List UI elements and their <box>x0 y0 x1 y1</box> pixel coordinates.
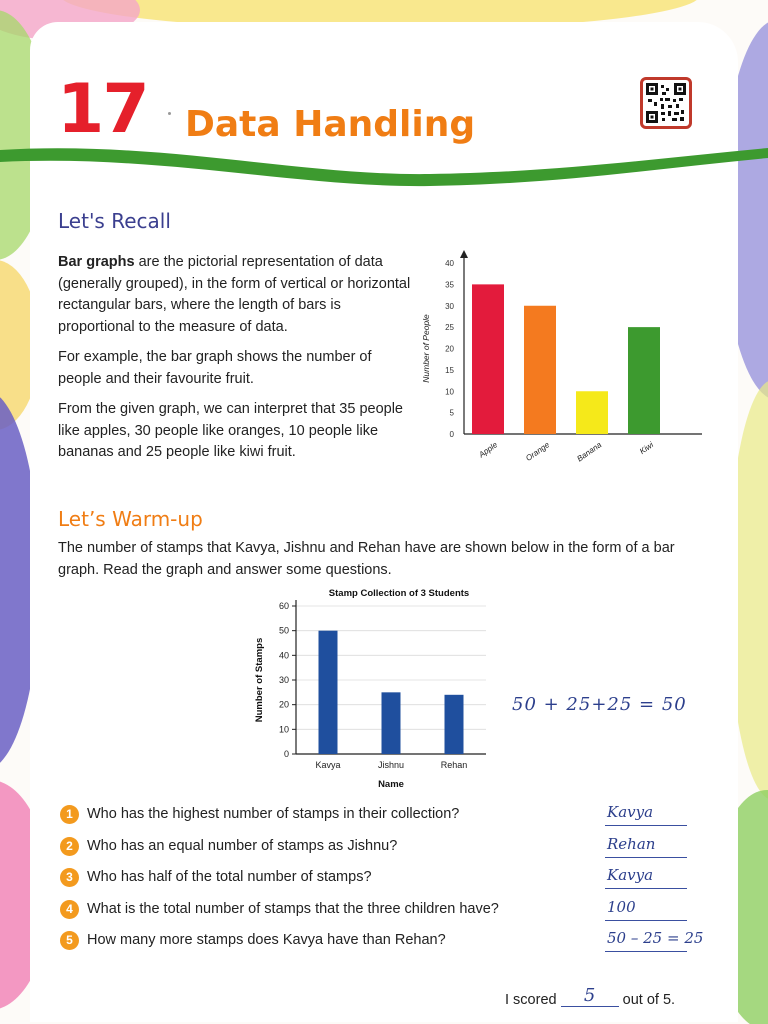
fruit-y-tick-label: 10 <box>445 387 454 397</box>
question-text: How many more stamps does Kavya have than Rehan? <box>87 932 446 948</box>
handwritten-answer: Kavya <box>607 803 654 821</box>
stamp-x-tick-label: Kavya <box>315 760 341 770</box>
header-dot <box>168 112 171 115</box>
fruit-y-axis-arrow <box>460 250 468 258</box>
fruit-y-tick-label: 25 <box>445 323 454 333</box>
stamp-x-tick-label: Jishnu <box>377 760 405 770</box>
fruit-y-tick-label: 35 <box>445 280 454 290</box>
fruit-y-tick-label: 30 <box>445 301 454 311</box>
fruit-bar-kiwi <box>628 327 660 434</box>
handwritten-answer: 100 <box>607 897 636 916</box>
fruit-bar-banana <box>576 391 608 434</box>
question-list <box>60 805 560 963</box>
stamp-y-tick-label: 20 <box>278 699 289 710</box>
answer-blank[interactable] <box>605 868 687 889</box>
fruit-bar-orange <box>524 306 556 434</box>
question-item <box>60 931 560 963</box>
score-suffix: out of 5. <box>622 992 676 1008</box>
stamp-bar-chart <box>248 582 498 794</box>
stamp-y-axis-label: Number of Stamps <box>254 637 265 723</box>
stamp-y-tick-label: 50 <box>278 625 289 636</box>
fruit-x-tick-label: Banana <box>575 440 604 464</box>
question-number-badge: 2 <box>60 837 79 856</box>
recall-paragraph-1-rest: are the pictorial representation of data (generally grouped), in the form of vertical or horizontal rectangular bars, where the length of bars is proportional to the measure of data. <box>58 254 411 335</box>
recall-paragraph-3: From the given graph, we can interpret that 35 people like apples, 30 people like oranges, 10 people like bananas and 25 people like kiwi fruit. <box>58 401 403 460</box>
stamp-y-tick-label: 10 <box>278 724 289 735</box>
answer-blank[interactable] <box>605 834 687 858</box>
handwritten-answer: Kavya <box>607 866 654 884</box>
question-text: What is the total number of stamps that the three children have? <box>87 900 499 917</box>
fruit-bar-apple <box>472 284 504 434</box>
question-text: Who has an equal number of stamps as Jishnu? <box>87 837 398 854</box>
stamp-y-tick-label: 40 <box>278 650 289 661</box>
warmup-heading: Let’s Warm-up <box>58 507 203 531</box>
answer-blank[interactable] <box>605 929 704 952</box>
chapter-title: Data Handling <box>185 104 476 145</box>
fruit-y-tick-label: 20 <box>445 344 454 354</box>
fruit-y-tick-label: 0 <box>449 430 454 439</box>
question-item <box>60 900 560 932</box>
score-blank[interactable] <box>561 985 619 1007</box>
question-item <box>60 837 560 869</box>
handwritten-calculation: 50 + 25+25 = 50 <box>512 694 687 715</box>
answer-blank[interactable] <box>605 897 687 921</box>
answer-blank[interactable] <box>605 805 687 826</box>
fruit-y-tick-label: 15 <box>445 365 454 375</box>
bar-graphs-term: Bar graphs <box>58 254 135 270</box>
warmup-intro: The number of stamps that Kavya, Jishnu and Rehan have are shown below in the form of a bar graph. Read the graph and answer some questions. <box>58 540 675 578</box>
question-text: Who has half of the total number of stamps? <box>87 869 372 885</box>
header-divider-stripe <box>0 130 768 190</box>
chapter-number: 17 <box>57 70 148 149</box>
recall-text <box>58 252 413 473</box>
stamp-bar-rehan <box>445 695 464 754</box>
stamp-x-axis-label: Name <box>378 779 404 790</box>
question-number-badge: 5 <box>60 931 79 950</box>
fruit-y-tick-label: 5 <box>449 408 454 418</box>
stamp-bar-kavya <box>319 631 338 754</box>
handwritten-answer: Rehan <box>607 834 656 853</box>
question-number-badge: 1 <box>60 805 79 824</box>
fruit-x-tick-label: Kiwi <box>637 440 656 457</box>
question-item <box>60 868 560 900</box>
stamp-y-tick-label: 30 <box>278 675 289 685</box>
handwritten-answer: 50 – 25 = 25 <box>607 929 704 947</box>
qr-code-icon[interactable] <box>640 77 692 129</box>
score-value: 5 <box>583 985 596 1006</box>
fruit-y-tick-label: 40 <box>445 259 454 268</box>
recall-heading: Let's Recall <box>58 209 171 233</box>
question-number-badge: 4 <box>60 900 79 919</box>
question-number-badge: 3 <box>60 868 79 887</box>
fruit-x-tick-label: Apple <box>477 440 500 460</box>
stamp-y-tick-label: 0 <box>283 749 289 759</box>
fruit-bar-chart <box>412 248 712 488</box>
recall-paragraph-1 <box>58 252 413 338</box>
fruit-x-tick-label: Orange <box>524 440 552 463</box>
score-line <box>505 985 676 1010</box>
stamp-chart-title: Stamp Collection of 3 Students <box>328 588 470 599</box>
stamp-x-tick-label: Rehan <box>440 760 468 770</box>
question-text: Who has the highest number of stamps in their collection? <box>87 806 460 822</box>
stamp-bar-jishnu <box>382 692 401 754</box>
stamp-y-tick-label: 60 <box>278 601 289 611</box>
score-prefix: I scored <box>505 992 557 1008</box>
recall-paragraph-2: For example, the bar graph shows the number of people and their favourite fruit. <box>58 349 372 387</box>
fruit-y-axis-label: Number of People <box>421 314 431 383</box>
question-item <box>60 805 560 837</box>
